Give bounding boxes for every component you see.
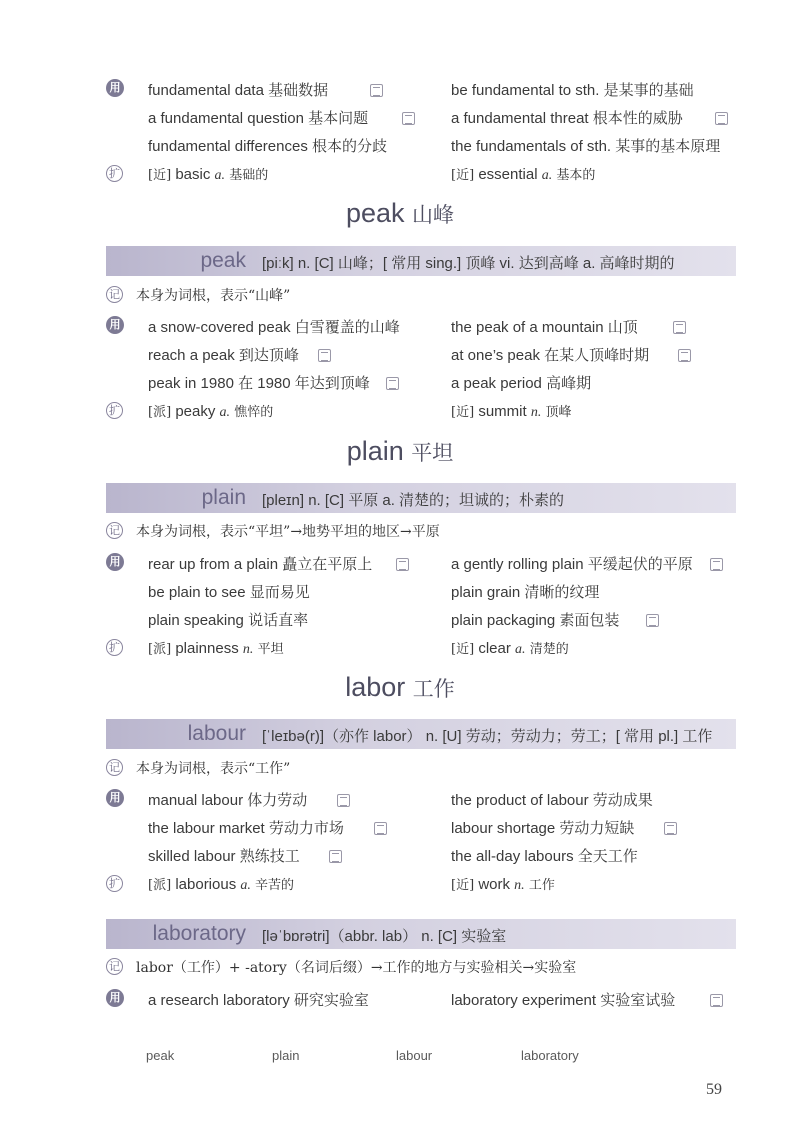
extend-row (106, 398, 736, 424)
extend-left (148, 874, 294, 894)
audio-tag-icon (710, 994, 723, 1007)
usage-example: laboratory experiment 实验室试验 (451, 992, 676, 1009)
section-title-plain (0, 436, 800, 467)
extend-left (148, 164, 268, 184)
audio-tag-icon (370, 84, 383, 97)
section-title-en: peak (345, 198, 405, 228)
usage-example: plain speaking 说话直率 (148, 612, 309, 629)
usage-marker-icon: 用 (106, 316, 124, 334)
audio-tag-icon (402, 112, 415, 125)
relation-bracket: [派] (148, 405, 172, 420)
related-word: plainness (175, 640, 239, 657)
audio-tag-icon (715, 112, 728, 125)
usage-example: a peak period 高峰期 (451, 375, 592, 392)
related-word: essential (478, 166, 538, 183)
extend-marker-icon: 扩 (106, 639, 123, 656)
footer-word: peak (146, 1048, 175, 1063)
usage-example: reach a peak 到达顶峰 (148, 347, 299, 364)
related-word: work (478, 876, 510, 893)
usage-row (106, 842, 736, 868)
usage-example: plain grain 清晰的纹理 (451, 584, 600, 601)
audio-tag-icon (678, 349, 691, 362)
related-word: laborious (175, 876, 237, 893)
gloss: 基础的 (229, 168, 269, 183)
usage-example: a fundamental threat 根本性的威胁 (451, 110, 683, 127)
headword-definition: [pleɪn] n. [C] 平原 a. 清楚的；坦诚的；朴素的 (262, 492, 565, 509)
part-of-speech: a. (515, 642, 526, 657)
memory-note: 本身为词根，表示“工作” (136, 761, 291, 777)
footer-word: laboratory (521, 1048, 579, 1063)
extend-right (451, 874, 555, 894)
usage-example: a snow-covered peak 白雪覆盖的山峰 (148, 319, 400, 336)
usage-example: skilled labour 熟练技工 (148, 848, 300, 865)
gloss: 憔悴的 (234, 405, 274, 420)
usage-example: the product of labour 劳动成果 (451, 792, 653, 809)
audio-tag-icon (337, 794, 350, 807)
extend-row (106, 871, 736, 897)
related-word: clear (478, 640, 511, 657)
usage-row (106, 606, 736, 632)
part-of-speech: n. (530, 405, 542, 420)
section-title-en: labor (345, 672, 406, 702)
usage-marker-icon: 用 (106, 989, 124, 1007)
audio-tag-icon (710, 558, 723, 571)
audio-tag-icon (664, 822, 677, 835)
usage-example: labour shortage 劳动力短缺 (451, 820, 635, 837)
relation-bracket: [派] (148, 642, 172, 657)
relation-bracket: [近] (451, 878, 475, 893)
audio-tag-icon (386, 377, 399, 390)
usage-marker-icon: 用 (106, 789, 124, 807)
memory-note: 本身为词根，表示“平坦”→地势平坦的地区→平原 (136, 524, 440, 540)
usage-example: fundamental differences 根本的分歧 (148, 138, 387, 155)
section-title-cn: 平坦 (411, 442, 454, 465)
memory-marker-icon: 记 (106, 522, 123, 539)
memory-marker-icon: 记 (106, 286, 123, 303)
part-of-speech: a. (219, 405, 231, 420)
audio-tag-icon (646, 614, 659, 627)
extend-left (148, 401, 273, 421)
usage-example: the peak of a mountain 山顶 (451, 319, 638, 336)
memory-note: 本身为词根，表示“山峰” (136, 288, 291, 304)
usage-example: a fundamental question 基本问题 (148, 110, 369, 127)
extend-row (106, 161, 736, 187)
headword-definition: [ləˈbɒrətri]（abbr. lab） n. [C] 实验室 (262, 928, 507, 945)
gloss: 清楚的 (529, 642, 569, 657)
usage-row (106, 550, 736, 576)
usage-row (106, 814, 736, 840)
memory-row (106, 282, 736, 308)
section-title-cn: 工作 (412, 678, 455, 701)
relation-bracket: [近] (451, 405, 475, 420)
audio-tag-icon (374, 822, 387, 835)
page-number: 59 (706, 1081, 722, 1098)
usage-row (106, 76, 736, 102)
usage-row (106, 369, 736, 395)
extend-marker-icon: 扩 (106, 165, 123, 182)
extend-right (451, 164, 595, 184)
headword-band (106, 919, 736, 949)
usage-example: a research laboratory 研究实验室 (148, 992, 369, 1009)
extend-right (451, 401, 572, 421)
section-title-labor (0, 672, 800, 703)
section-title-en: plain (346, 436, 404, 466)
usage-row (106, 578, 736, 604)
headword: labour (187, 722, 246, 745)
headword-band (106, 483, 736, 513)
usage-row (106, 786, 736, 812)
part-of-speech: n. (242, 642, 254, 657)
usage-row (106, 132, 736, 158)
related-word: summit (478, 403, 527, 420)
gloss: 辛苦的 (255, 878, 295, 893)
usage-row (106, 104, 736, 130)
usage-example: manual labour 体力劳动 (148, 792, 308, 809)
headword-definition: [ˈleɪbə(r)]（亦作 labor） n. [U] 劳动；劳动力；劳工；[ 常用 pl.] 工作 (262, 728, 713, 745)
gloss: 工作 (528, 878, 555, 893)
footer-word: labour (396, 1048, 433, 1063)
usage-example: rear up from a plain 矗立在平原上 (148, 556, 373, 573)
headword-definition: [piːk] n. [C] 山峰；[ 常用 sing.] 顶峰 vi. 达到高峰 a. 高峰时期的 (262, 255, 675, 272)
section-title-cn: 山峰 (412, 204, 455, 227)
gloss: 基本的 (556, 168, 596, 183)
memory-marker-icon: 记 (106, 759, 123, 776)
extend-marker-icon: 扩 (106, 402, 123, 419)
footer-word: plain (272, 1048, 300, 1063)
audio-tag-icon (396, 558, 409, 571)
part-of-speech: a. (541, 168, 553, 183)
relation-bracket: [派] (148, 878, 172, 893)
usage-row (106, 341, 736, 367)
usage-row (106, 313, 736, 339)
related-word: peaky (175, 403, 216, 420)
memory-marker-icon: 记 (106, 958, 123, 975)
audio-tag-icon (329, 850, 342, 863)
usage-marker-icon: 用 (106, 553, 124, 571)
extend-right (451, 638, 569, 658)
memory-note: labor（工作）+ -atory（名词后缀）→工作的地方与实验相关→实验室 (136, 960, 577, 976)
part-of-speech: a. (240, 878, 251, 893)
usage-example: the fundamentals of sth. 某事的基本原理 (451, 138, 721, 155)
headword-band (106, 719, 736, 749)
usage-example: fundamental data 基础数据 (148, 82, 329, 99)
memory-row (106, 954, 736, 980)
usage-example: the all-day labours 全天工作 (451, 848, 638, 865)
usage-marker-icon: 用 (106, 79, 124, 97)
headword: plain (201, 486, 246, 509)
section-title-peak (0, 198, 800, 229)
gloss: 平坦 (257, 642, 284, 657)
memory-row (106, 755, 736, 781)
part-of-speech: a. (214, 168, 226, 183)
usage-example: the labour market 劳动力市场 (148, 820, 344, 837)
extend-left (148, 638, 284, 658)
related-word: basic (175, 166, 211, 183)
relation-bracket: [近] (451, 642, 475, 657)
relation-bracket: [近] (451, 168, 475, 183)
headword-band (106, 246, 736, 276)
extend-row (106, 635, 736, 661)
usage-example: peak in 1980 在 1980 年达到顶峰 (148, 375, 370, 392)
usage-example: be plain to see 显而易见 (148, 584, 310, 601)
usage-row (106, 986, 736, 1012)
gloss: 顶峰 (545, 405, 572, 420)
memory-row (106, 518, 736, 544)
extend-marker-icon: 扩 (106, 875, 123, 892)
headword: laboratory (152, 922, 246, 945)
usage-example: a gently rolling plain 平缓起伏的平原 (451, 556, 693, 573)
usage-example: be fundamental to sth. 是某事的基础 (451, 82, 694, 99)
part-of-speech: n. (514, 878, 525, 893)
usage-example: at one’s peak 在某人顶峰时期 (451, 347, 650, 364)
relation-bracket: [近] (148, 168, 172, 183)
audio-tag-icon (673, 321, 686, 334)
usage-example: plain packaging 素面包装 (451, 612, 620, 629)
audio-tag-icon (318, 349, 331, 362)
headword: peak (200, 249, 246, 272)
